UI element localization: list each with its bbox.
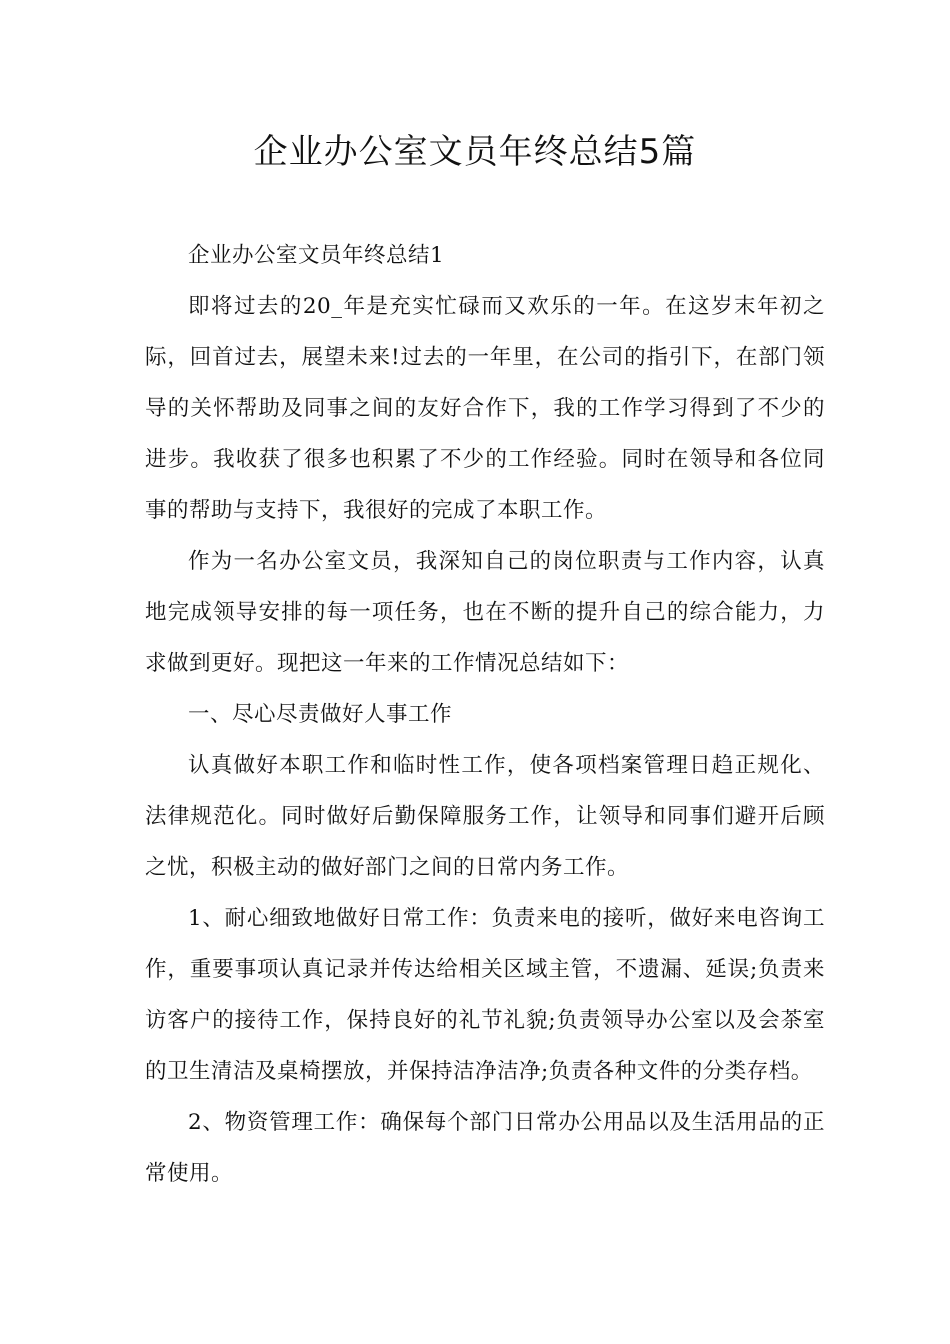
section-heading: 企业办公室文员年终总结1 <box>188 243 445 268</box>
body-paragraph: 即将过去的20_年是充实忙碌而又欢乐的一年。在这岁末年初之际，回首过去，展望未来!过去的一年里，在公司的指引下，在部门领导的关怀帮助及同事之间的友好合作下，我的工作学习得到了不少的进步。我收获了很多也积累了不少的工作经验。同时在领导和各位同事的帮助与支持下，我很好的完成了本职工作。 <box>145 294 825 523</box>
list-item: 1、耐心细致地做好日常工作：负责来电的接听，做好来电咨询工作，重要事项认真记录并传达给相关区域主管，不遗漏、延误;负责来访客户的接待工作，保持良好的礼节礼貌;负责领导办公室以及会茶室的卫生清洁及桌椅摆放，并保持洁净洁净;负责各种文件的分类存档。 <box>145 906 825 1084</box>
document-title: 企业办公室文员年终总结5篇 <box>253 132 697 172</box>
document-body <box>145 230 825 1199</box>
body-paragraph: 作为一名办公室文员，我深知自己的岗位职责与工作内容，认真地完成领导安排的每一项任务，也在不断的提升自己的综合能力，力求做到更好。现把这一年来的工作情况总结如下： <box>145 549 825 676</box>
subsection-heading: 一、尽心尽责做好人事工作 <box>188 702 453 727</box>
body-paragraph: 认真做好本职工作和临时性工作，使各项档案管理日趋正规化、法律规范化。同时做好后勤保障服务工作，让领导和同事们避开后顾之忧，积极主动的做好部门之间的日常内务工作。 <box>145 753 825 880</box>
list-item: 2、物资管理工作：确保每个部门日常办公用品以及生活用品的正常使用。 <box>145 1110 825 1186</box>
